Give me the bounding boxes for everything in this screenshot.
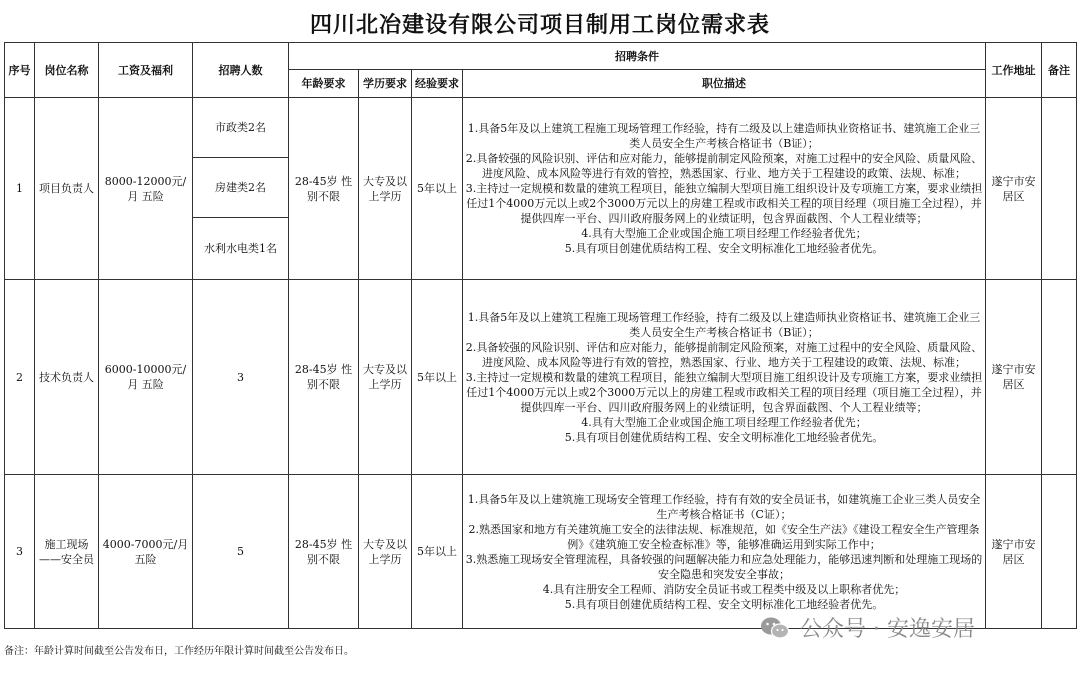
cell-age: 28-45岁 性别不限: [289, 98, 359, 280]
desc-item: 1.具备5年及以上建筑施工现场安全管理工作经验，持有有效的安全员证书，如建筑施工企业三类人员安全生产考核合格证书（C证）；: [467, 492, 981, 521]
desc-item: 1.具备5年及以上建筑工程施工现场管理工作经验，持有二级及以上建造师执业资格证书、建筑施工企业三类人员安全生产考核合格证书（B证）；: [467, 310, 981, 339]
desc-item: 3.主持过一定规模和数量的建筑工程项目，能独立编制大型项目施工组织设计及专项施工方案，要求业绩担任过1个4000万元以上或2个3000万元以上的房建工程或市政相关工程的项目经理（项目施工全过程），并提供四库一平台、四川政府服务网上的业绩证明，包含界面截图、个人工程业绩等；: [465, 182, 983, 225]
desc-item: 1.具备5年及以上建筑工程施工现场管理工作经验，持有二级及以上建造师执业资格证书、建筑施工企业三类人员安全生产考核合格证书（B证）；: [467, 122, 981, 150]
cell-experience: 5年以上: [412, 475, 463, 629]
cell-location: 遂宁市安居区: [986, 98, 1042, 280]
desc-item: 4.具有注册安全工程师、消防安全员证书或工程类中级及以上职称者优先；: [542, 582, 906, 596]
cell-education: 大专及以上学历: [359, 475, 412, 629]
cell-seq: 2: [5, 280, 35, 475]
header-age: 年龄要求: [289, 70, 359, 98]
cell-count: 房建类2名: [193, 158, 289, 218]
desc-item: 3.熟悉施工现场安全管理流程，具备较强的问题解决能力和应急处理能力，能够迅速判断和处理施工现场的安全隐患和突发安全事故；: [465, 552, 983, 581]
header-count: 招聘人数: [193, 43, 289, 98]
cell-education: 大专及以上学历: [359, 280, 412, 475]
job-requirements-table: [4, 42, 1077, 629]
cell-description: [463, 98, 986, 280]
cell-salary: 8000-12000元/月 五险: [99, 98, 193, 280]
cell-remarks: [1042, 98, 1077, 280]
cell-location: 遂宁市安居区: [986, 475, 1042, 629]
cell-count: 水利水电类1名: [193, 218, 289, 280]
header-experience: 经验要求: [412, 70, 463, 98]
cell-location: 遂宁市安居区: [986, 280, 1042, 475]
header-conditions: 招聘条件: [289, 43, 986, 70]
header-remarks: 备注: [1042, 43, 1077, 98]
footnote: 备注：年龄计算时间截至公告发布日，工作经历年限计算时间截至公告发布日。: [4, 646, 354, 657]
header-position: 岗位名称: [35, 43, 99, 98]
cell-position: 技术负责人: [35, 280, 99, 475]
cell-remarks: [1042, 280, 1077, 475]
desc-item: 4.具有大型施工企业或国企施工项目经理工作经验者优先；: [581, 227, 867, 240]
header-education: 学历要求: [359, 70, 412, 98]
desc-item: 5.具有项目创建优质结构工程、安全文明标准化工地经验者优先。: [564, 430, 884, 444]
header-salary: 工资及福利: [99, 43, 193, 98]
cell-experience: 5年以上: [412, 98, 463, 280]
cell-seq: 3: [5, 475, 35, 629]
watermark: [760, 612, 975, 643]
desc-item: 5.具有项目创建优质结构工程、安全文明标准化工地经验者优先。: [564, 597, 884, 611]
cell-seq: 1: [5, 98, 35, 280]
table-row: [5, 475, 1077, 629]
page-title: 四川北冶建设有限公司项目制用工岗位需求表: [309, 12, 770, 38]
cell-count: 市政类2名: [193, 98, 289, 158]
desc-item: 5.具有项目创建优质结构工程、安全文明标准化工地经验者优先。: [564, 242, 884, 255]
watermark-text: 公众号 · 安逸安居: [800, 617, 975, 642]
cell-count: 3: [193, 280, 289, 475]
desc-item: 3.主持过一定规模和数量的建筑工程项目，能独立编制大型项目施工组织设计及专项施工方案，要求业绩担任过1个4000万元以上或2个3000万元以上的房建工程或市政相关工程的项目经理（项目施工全过程），并提供四库一平台、四川政府服务网上的业绩证明，包含界面截图、个人工程业绩等；: [465, 370, 983, 414]
cell-salary: 6000-10000元/月 五险: [99, 280, 193, 475]
desc-item: 4.具有大型施工企业或国企施工项目经理工作经验者优先；: [581, 415, 867, 429]
header-location: 工作地址: [986, 43, 1042, 98]
table-row: [5, 280, 1077, 475]
cell-experience: 5年以上: [412, 280, 463, 475]
header-seq: 序号: [5, 43, 35, 98]
desc-item: 2.具备较强的风险识别、评估和应对能力，能够提前制定风险预案，对施工过程中的安全风险、质量风险、进度风险、成本风险等进行有效的管控，熟悉国家、行业、地方关于工程建设的政策、法规、标准；: [465, 340, 983, 369]
cell-description: [463, 475, 986, 629]
wechat-icon: [760, 616, 790, 640]
desc-item: 2.熟悉国家和地方有关建筑施工安全的法律法规、标准规范，如《安全生产法》《建设工程安全生产管理条例》《建筑施工安全检查标准》等，能够准确运用到实际工作中；: [468, 522, 980, 551]
cell-remarks: [1042, 475, 1077, 629]
cell-position: 施工现场——安全员: [35, 475, 99, 629]
header-description: 职位描述: [463, 70, 986, 98]
cell-count: 5: [193, 475, 289, 629]
table-row: [5, 98, 1077, 158]
cell-salary: 4000-7000元/月 五险: [99, 475, 193, 629]
cell-description: [463, 280, 986, 475]
header-row-top: [5, 43, 1077, 70]
cell-education: 大专及以上学历: [359, 98, 412, 280]
cell-position: 项目负责人: [35, 98, 99, 280]
cell-age: 28-45岁 性别不限: [289, 475, 359, 629]
cell-age: 28-45岁 性别不限: [289, 280, 359, 475]
desc-item: 2.具备较强的风险识别、评估和应对能力，能够提前制定风险预案，对施工过程中的安全风险、质量风险、进度风险、成本风险等进行有效的管控，熟悉国家、行业、地方关于工程建设的政策、法规、标准；: [465, 152, 983, 180]
